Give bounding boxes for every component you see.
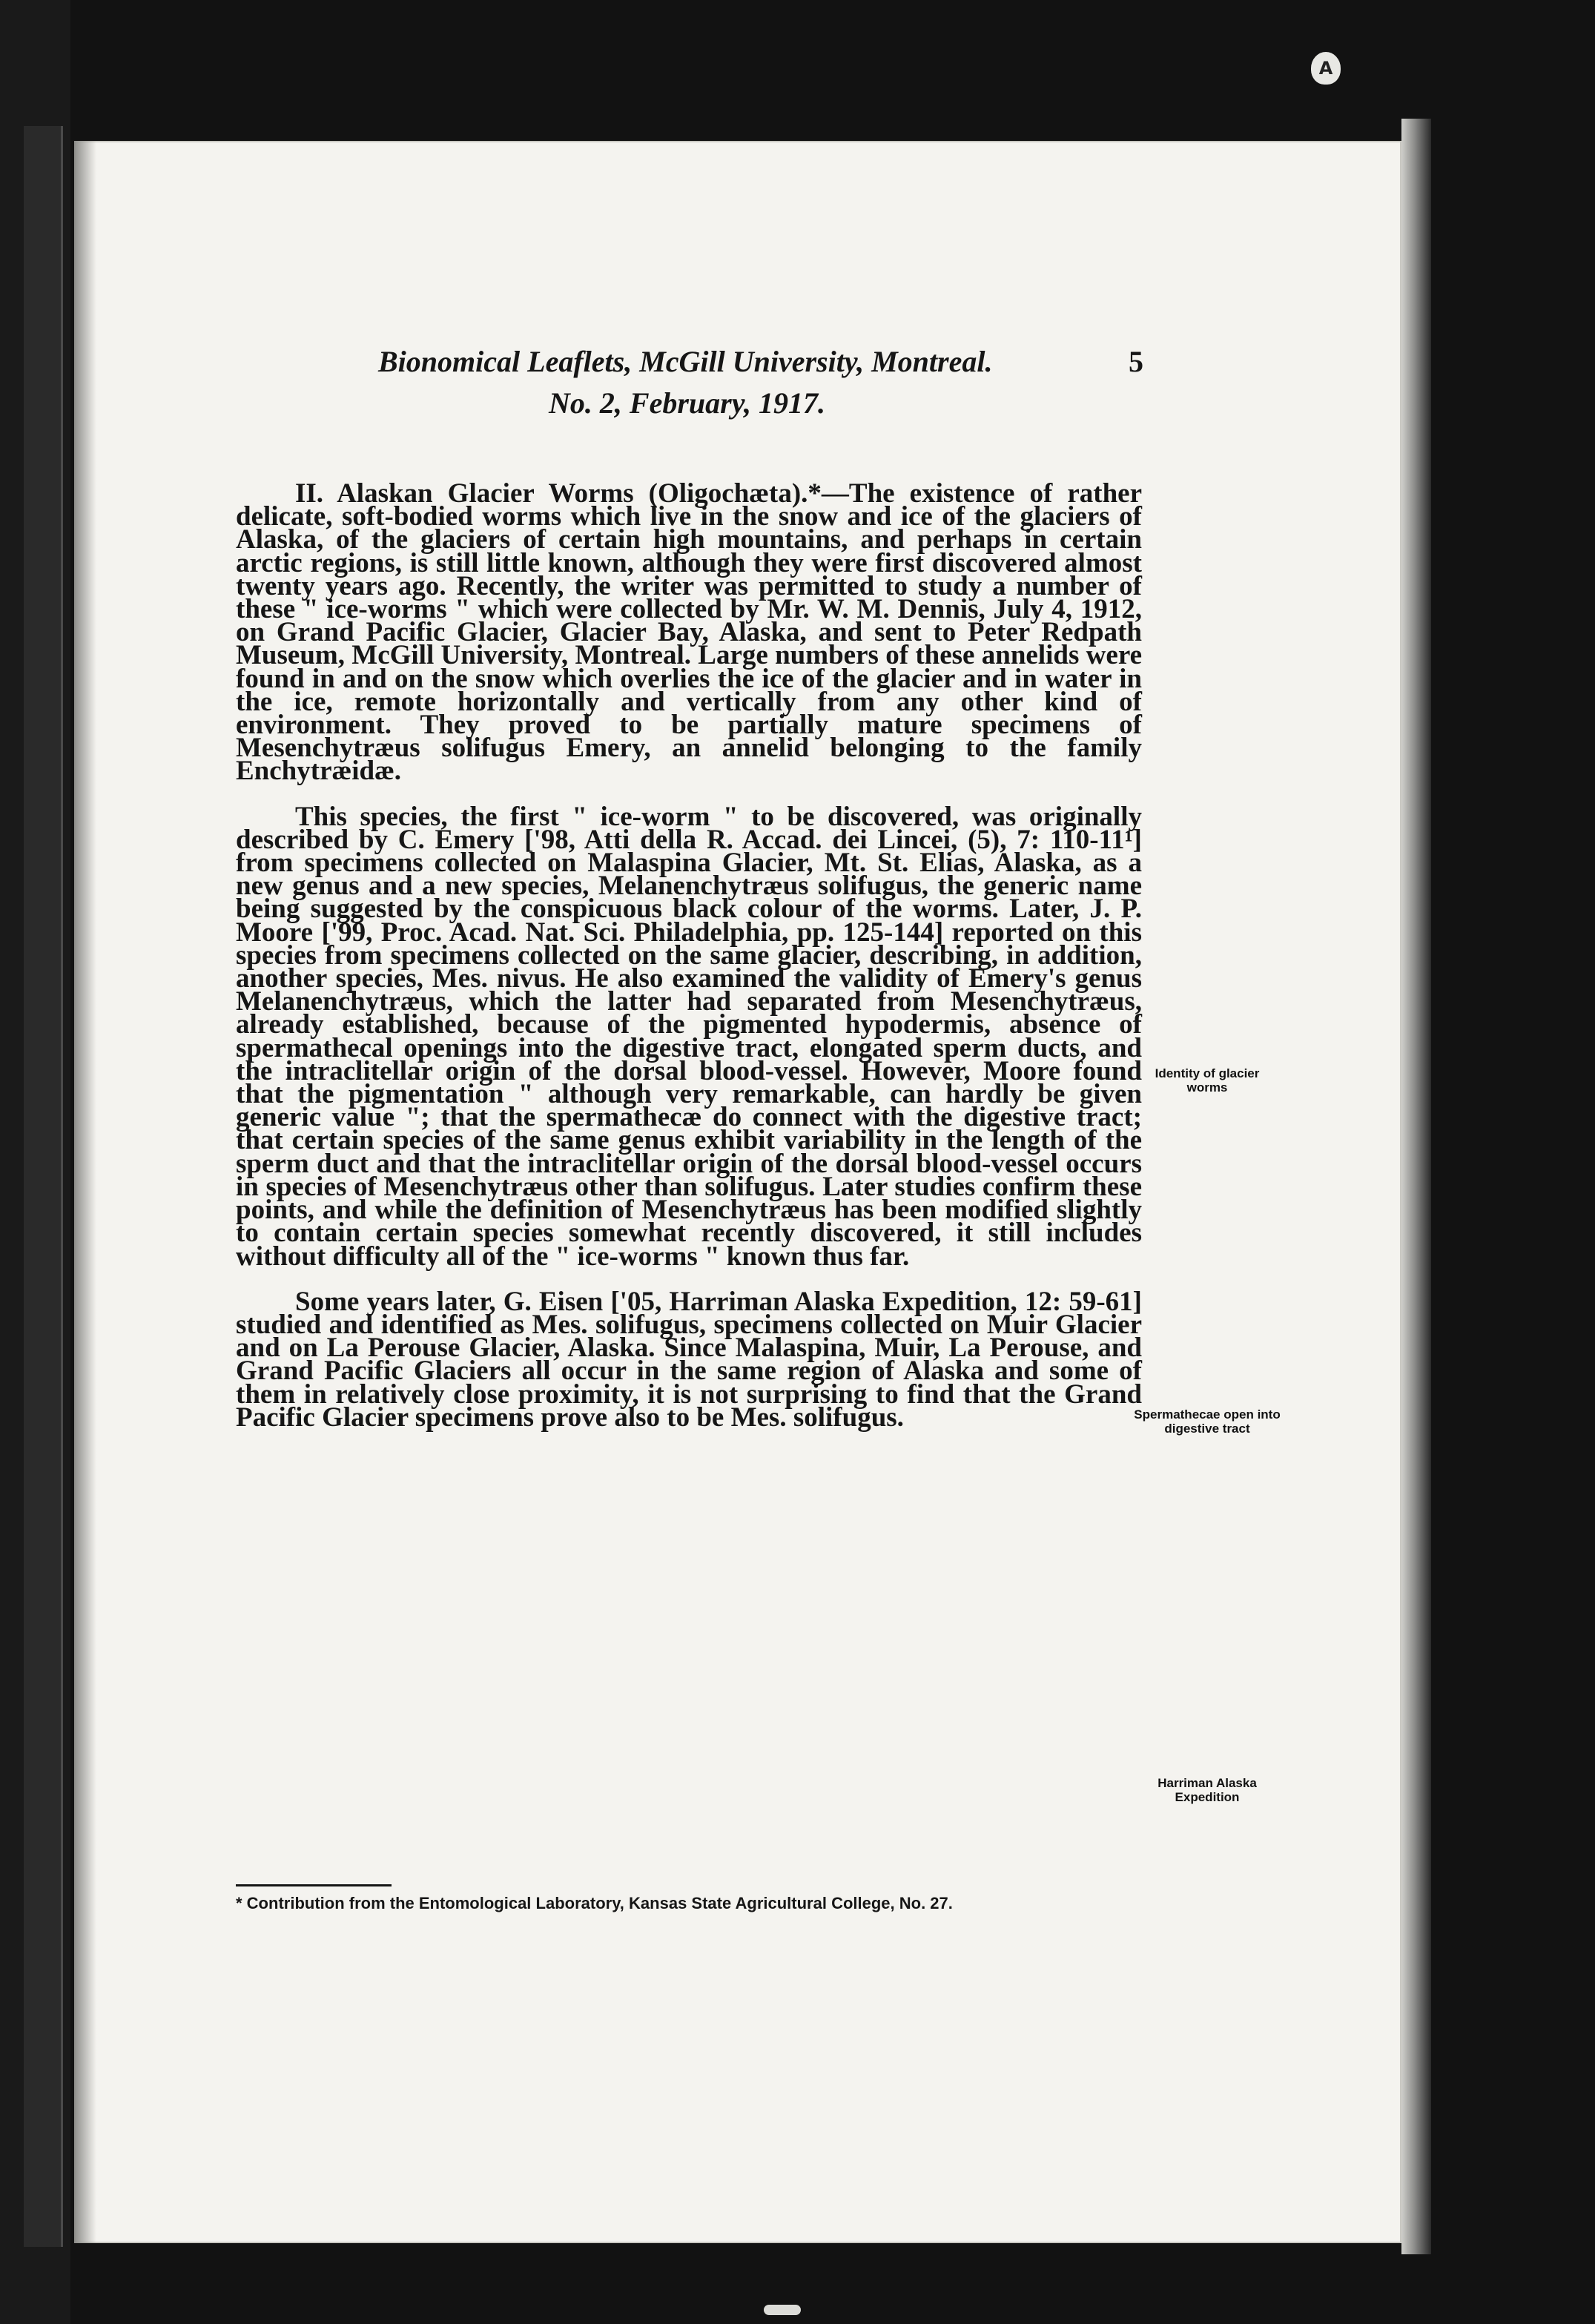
page-number: 5 [1129,345,1143,378]
running-header [349,341,1164,424]
paragraph [236,478,1142,787]
corner-mark: A [1311,52,1341,85]
journal-title: Bionomical Leaflets, McGill University, Montreal. [378,345,993,378]
paragraph-text: Alaskan Glacier Worms (Oligochæta).*—The existence of rather delicate, soft-bodied worms which live in the snow and ice of the glaciers of Alaska, of the glaciers of certain high mountains, and perhaps in certain arctic regions, is still little known, although they were first discovered almost twenty years ago. Recently, the writer was permitted to study a number of these " ice-worms " which were collected by Mr. W. M. Dennis, July 4, 1912, on Grand Pacific Glacier, Glacier Bay, Alaska, and sent to Peter Redpath Museum, McGill University, Montreal. Large numbers of these annelids were found in and on the snow which overlies the ice of the glacier and in water in the ice, remote horizontally and vertically from any other kind of environment. They proved to be partially mature specimens of Mesenchytræus solifugus Emery, an annelid belonging to the family Enchytræidæ. [236,478,1142,787]
section-number: II. [295,478,324,509]
issue-date: No. 2, February, 1917. [549,386,825,420]
footnote: * Contribution from the Entomological Laboratory, Kansas State Agricultural College, No. 27. [236,1894,953,1912]
paragraph: This species, the first " ice-worm " to be discovered, was originally described by C. Emery ['98, Atti della R. Accad. dei Lincei, (5), 7: 110-11¹] from specimens collected on Malaspina Glacier, Mt. St. Elias, Alaska, as a new genus and a new species, Melanenchytræus solifugus, the generic name being suggested by the conspicuous black colour of the worms. Later, J. P. Moore ['99, Proc. Acad. Nat. Sci. Philadelphia, pp. 125-144] reported on this species from specimens collected on the same glacier, describing, in addition, another species, Mes. nivus. He also examined the validity of Emery's genus Melanenchytræus, which the latter had separated from Mesenchytræus, already established, because of the pigmented hypodermis, absence of spermathecal openings into the digestive tract, elongated sperm ducts, and the intraclitellar origin of the dorsal blood-vessel. However, Moore found that the pigmentation " although very remarkable, can hardly be given generic value "; that the spermathecæ do connect with the digestive tract; that certain species of the same genus exhibit variability in the length of the sperm duct and that the intraclitellar origin of the dorsal blood-vessel occurs in species of Mesenchytræus other than solifugus. Later studies confirm these points, and while the definition of Mesenchytræus has been modified slightly to contain certain species somewhat recently discovered, it still includes without difficulty all of the " ice-worms " known thus far. [236,801,1142,1272]
footnote-divider [236,1884,392,1886]
sidenote-identity: Identity of glacier worms [1155,1066,1260,1095]
article-body [236,478,1142,1433]
scanner-mark [764,2305,801,2315]
binding-shadow [74,141,96,2243]
sidenote-spermathecae: Spermathecae open into digestive tract [1134,1407,1281,1436]
page-edge-right [1401,119,1431,2254]
sidenote-harriman: Harriman Alaska Expedition [1158,1776,1257,1804]
previous-page-edge [24,126,63,2247]
paragraph: Some years later, G. Eisen ['05, Harriman Alaska Expedition, 12: 59-61] studied and identified as Mes. solifugus, specimens collected on Muir Glacier and on La Perouse Glacier, Alaska. Since Malaspina, Muir, La Perouse, and Grand Pacific Glaciers all occur in the same region of Alaska and some of them in relatively close proximity, it is not surprising to find that the Grand Pacific Glacier specimens prove also to be Mes. solifugus. [236,1286,1142,1433]
